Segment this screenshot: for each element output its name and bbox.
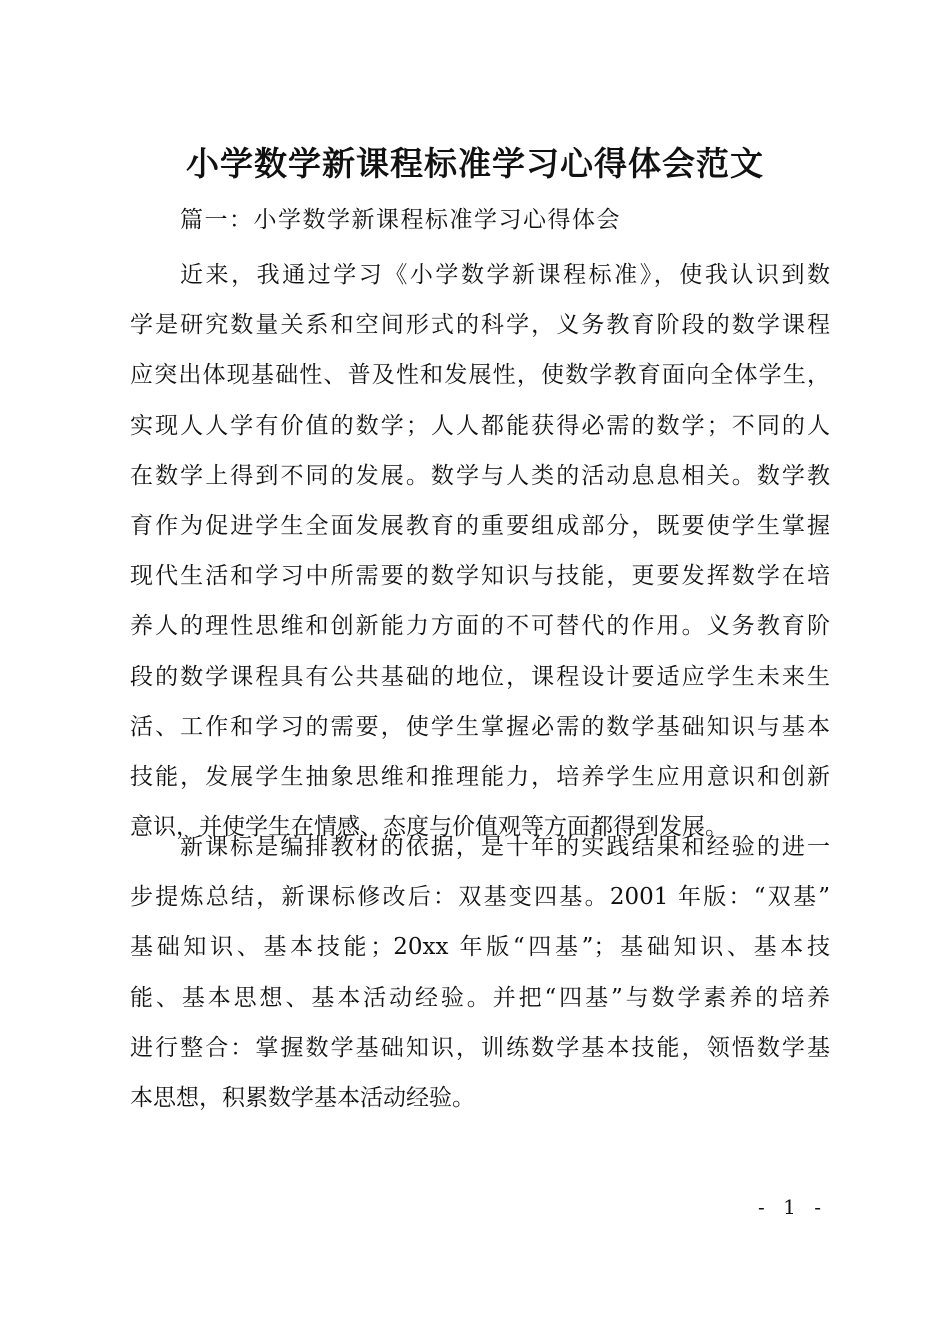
paragraph-line: 基础知识、基本技能；20xx 年版“四基”；基础知识、基本技 (130, 934, 830, 961)
document-subtitle: 篇一：小学数学新课程标准学习心得体会 (180, 207, 621, 233)
paragraph-line: 进行整合：掌握数学基础知识，训练数学基本技能，领悟数学基 (130, 1034, 830, 1061)
paragraph-line: 段的数学课程具有公共基础的地位，课程设计要适应学生未来生 (130, 663, 830, 690)
document-title: 小学数学新课程标准学习心得体会范文 (186, 144, 764, 183)
paragraph-line: 新课标是编排教材的依据，是十年的实践结果和经验的进一 (180, 834, 830, 860)
paragraph-line: 育作为促进学生全面发展教育的重要组成部分，既要使学生掌握 (130, 512, 830, 539)
paragraph-line: 近来，我通过学习《小学数学新课程标准》，使我认识到数 (180, 262, 830, 288)
paragraph-line: 在数学上得到不同的发展。数学与人类的活动息息相关。数学教 (130, 462, 830, 489)
paragraph-line: 养人的理性思维和创新能力方面的不可替代的作用。义务教育阶 (130, 613, 830, 640)
paragraph-line: 应突出体现基础性、普及性和发展性，使数学教育面向全体学生， (130, 362, 830, 389)
body-paragraph-1 (130, 250, 830, 852)
body-paragraph-2 (130, 822, 830, 1123)
page-number: - 1 - (758, 1195, 827, 1219)
paragraph-line: 意识，并使学生在情感、态度与价值观等方面都得到发展。 (130, 814, 728, 841)
paragraph-line: 现代生活和学习中所需要的数学知识与技能，更要发挥数学在培 (130, 563, 830, 590)
paragraph-line: 学是研究数量关系和空间形式的科学，义务教育阶段的数学课程 (130, 312, 830, 339)
paragraph-line: 活、工作和学习的需要，使学生掌握必需的数学基础知识与基本 (130, 713, 830, 740)
paragraph-line: 步提炼总结，新课标修改后：双基变四基。2001 年版：“双基” (130, 884, 830, 911)
paragraph-line: 技能，发展学生抽象思维和推理能力，培养学生应用意识和创新 (130, 763, 830, 790)
paragraph-line: 实现人人学有价值的数学；人人都能获得必需的数学；不同的人 (130, 412, 830, 439)
paragraph-line: 本思想，积累数学基本活动经验。 (130, 1084, 475, 1111)
paragraph-line: 能、基本思想、基本活动经验。并把“四基”与数学素养的培养 (130, 984, 830, 1011)
